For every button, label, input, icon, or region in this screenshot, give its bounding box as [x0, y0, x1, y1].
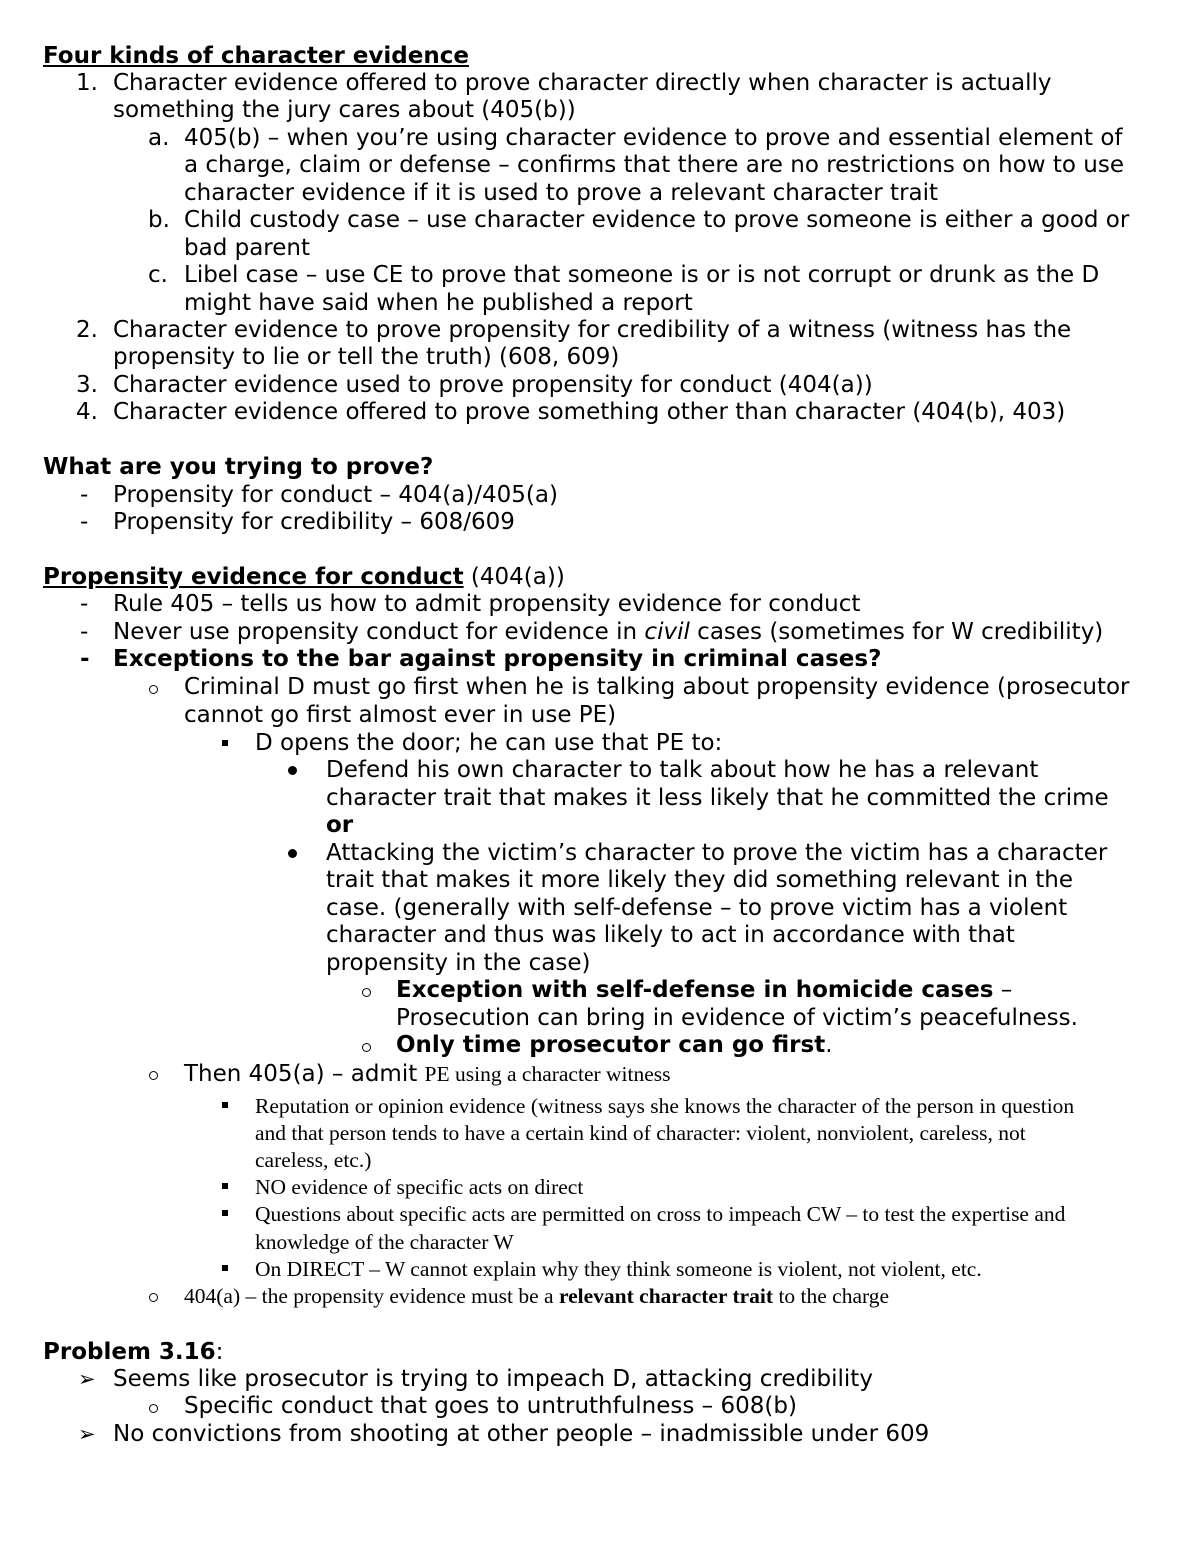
list-marker: 2.: [76, 317, 98, 343]
list-item-text: [184, 1283, 889, 1311]
text-run: Then 405(a) – admit: [184, 1061, 425, 1087]
text-run-serif: PE using a character witness: [424, 1062, 671, 1086]
dash-marker: -: [80, 482, 89, 508]
heading-bold-text: Problem 3.16: [43, 1339, 216, 1365]
section-heading-problem: [43, 1339, 223, 1367]
heading-bold-text: Propensity evidence for conduct: [43, 564, 464, 590]
square-bullet-icon: [222, 740, 228, 746]
dash-marker: -: [80, 646, 90, 672]
square-bullet-icon: [222, 1183, 228, 1189]
list-item-text: something the jury cares about (405(b)): [113, 97, 576, 123]
list-item-text: Libel case – use CE to prove that someone is or is not corrupt or drunk as the D: [184, 262, 1100, 288]
list-item-text: Attacking the victim’s character to prove the victim has a character: [326, 840, 1108, 866]
list-item-text: Reputation or opinion evidence (witness says she knows the character of the person in question: [255, 1094, 1075, 1118]
list-item-text: propensity in the case): [326, 950, 591, 976]
list-item-text: [113, 619, 1103, 647]
list-item-text: and that person tends to have a certain kind of character: violent, nonviolent, careless, not: [255, 1121, 1026, 1145]
text-run: to the charge: [773, 1284, 890, 1308]
heading-suffix: :: [215, 1339, 224, 1365]
list-item-text: propensity to lie or tell the truth) (608, 609): [113, 344, 620, 370]
list-item-text: D opens the door; he can use that PE to:: [255, 730, 723, 756]
circle-bullet-icon: [362, 988, 371, 997]
list-item-text: might have said when he published a report: [184, 290, 693, 316]
text-run: cases (sometimes for W credibility): [689, 619, 1104, 645]
list-item-text: On DIRECT – W cannot explain why they think someone is violent, not violent, etc.: [255, 1257, 982, 1281]
list-item-text: Prosecution can bring in evidence of victim’s peacefulness.: [396, 1005, 1078, 1031]
square-bullet-icon: [222, 1210, 228, 1216]
list-marker: c.: [148, 262, 168, 288]
list-item-text: case. (generally with self-defense – to prove victim has a violent: [326, 895, 1068, 921]
circle-bullet-icon: [149, 1293, 158, 1302]
list-item-text: a charge, claim or defense – confirms that there are no restrictions on how to use: [184, 152, 1125, 178]
square-bullet-icon: [222, 1265, 228, 1271]
list-item-text: trait that makes it more likely they did something relevant in the: [326, 867, 1074, 893]
square-bullet-icon: [222, 1102, 228, 1108]
list-item-text: cannot go first almost ever in use PE): [184, 702, 617, 728]
list-item-text: Character evidence to prove propensity for credibility of a witness (witness has the: [113, 317, 1072, 343]
list-item-text: Questions about specific acts are permitted on cross to impeach CW – to test the expertise and: [255, 1202, 1066, 1226]
list-item-text: bad parent: [184, 235, 310, 261]
section-heading-character-evidence: Four kinds of character evidence: [43, 43, 469, 69]
list-item-text: Character evidence used to prove propensity for conduct (404(a)): [113, 372, 873, 398]
list-marker: 4.: [76, 399, 98, 425]
list-marker: a.: [148, 125, 170, 151]
list-item-text: Defend his own character to talk about how he has a relevant: [326, 757, 1039, 783]
text-run-bold: Exception with self-defense in homicide cases: [396, 977, 994, 1003]
list-item-text: knowledge of the character W: [255, 1230, 514, 1254]
list-item-text: Character evidence offered to prove character directly when character is actually: [113, 70, 1052, 96]
text-run: –: [993, 977, 1013, 1003]
section-heading-propensity-conduct: [43, 564, 565, 592]
list-item-text: Rule 405 – tells us how to admit propensity evidence for conduct: [113, 591, 861, 617]
list-item-text: character and thus was likely to act in accordance with that: [326, 922, 1015, 948]
dash-marker: -: [80, 509, 89, 535]
round-bullet-icon: [288, 766, 297, 775]
circle-bullet-icon: [149, 1071, 158, 1080]
list-item-text: Propensity for conduct – 404(a)/405(a): [113, 482, 558, 508]
text-run: Never use propensity conduct for evidence in: [113, 619, 645, 645]
list-item-text: NO evidence of specific acts on direct: [255, 1175, 584, 1199]
list-item-text: Exceptions to the bar against propensity in criminal cases?: [113, 646, 882, 672]
round-bullet-icon: [288, 849, 297, 858]
circle-bullet-icon: [362, 1043, 371, 1052]
arrow-bullet-icon: ➢: [78, 1367, 96, 1391]
circle-bullet-icon: [149, 685, 158, 694]
dash-marker: -: [80, 591, 89, 617]
list-item-text: [184, 1061, 671, 1089]
list-item-text: Character evidence offered to prove something other than character (404(b), 403): [113, 399, 1066, 425]
text-run-bold: Only time prosecutor can go first: [396, 1032, 826, 1058]
circle-bullet-icon: [149, 1404, 158, 1413]
list-item-text: [396, 1032, 833, 1060]
list-item-text: No convictions from shooting at other people – inadmissible under 609: [113, 1421, 930, 1447]
dash-marker: -: [80, 619, 89, 645]
list-item-text: Propensity for credibility – 608/609: [113, 509, 515, 535]
text-run-italic: civil: [644, 619, 690, 645]
section-heading-what-to-prove: What are you trying to prove?: [43, 454, 434, 480]
list-item-text: Criminal D must go first when he is talking about propensity evidence (prosecutor: [184, 674, 1130, 700]
list-item-text: Specific conduct that goes to untruthfulness – 608(b): [184, 1393, 797, 1419]
list-item-text: character trait that makes it less likely that he committed the crime: [326, 785, 1109, 811]
text-run: .: [825, 1032, 833, 1058]
heading-suffix: (404(a)): [463, 564, 565, 590]
list-item-text: Child custody case – use character evidence to prove someone is either a good or: [184, 207, 1130, 233]
or-text: or: [326, 812, 354, 838]
list-item-text: character evidence if it is used to prove a relevant character trait: [184, 180, 939, 206]
list-item-text: [396, 977, 1012, 1005]
arrow-bullet-icon: ➢: [78, 1422, 96, 1446]
list-item-text: 405(b) – when you’re using character evidence to prove and essential element of: [184, 125, 1123, 151]
text-run-bold: relevant character trait: [558, 1284, 774, 1308]
list-marker: 1.: [76, 70, 98, 96]
list-item-text: Seems like prosecutor is trying to impeach D, attacking credibility: [113, 1366, 873, 1392]
list-marker: b.: [148, 207, 170, 233]
list-marker: 3.: [76, 372, 98, 398]
list-item-text: careless, etc.): [255, 1148, 372, 1172]
text-run: 404(a) – the propensity evidence must be a: [184, 1284, 559, 1308]
